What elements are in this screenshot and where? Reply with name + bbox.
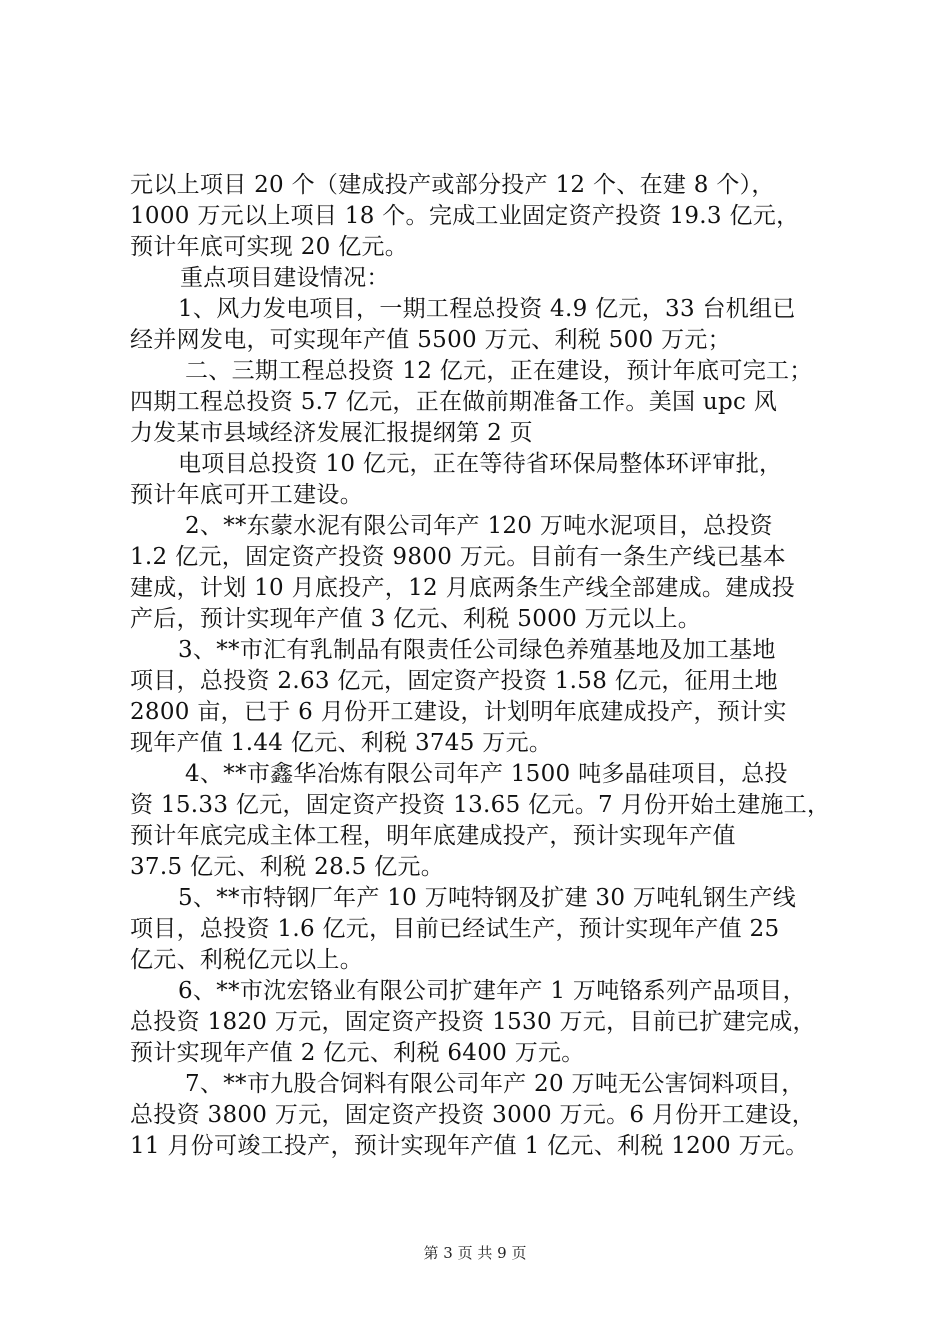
text-line: 元以上项目 20 个（建成投产或部分投产 12 个、在建 8 个）， bbox=[130, 172, 775, 198]
text-line: 预计年底可开工建设。 bbox=[130, 482, 363, 508]
text-line: 2800 亩，已于 6 月份开工建设，计划明年底建成投产，预计实 bbox=[130, 699, 787, 725]
text-line: 项目，总投资 2.63 亿元，固定资产投资 1.58 亿元，征用土地 bbox=[130, 668, 778, 694]
text-line: 11 月份可竣工投产，预计实现年产值 1 亿元、利税 1200 万元。 bbox=[130, 1133, 809, 1159]
text-line: 亿元、利税亿元以上。 bbox=[130, 947, 363, 973]
text-line: 总投资 1820 万元，固定资产投资 1530 万元，目前已扩建完成， bbox=[130, 1009, 816, 1035]
section-heading: 重点项目建设情况： bbox=[180, 265, 390, 291]
text-line: 总投资 3800 万元，固定资产投资 3000 万元。6 月份开工建设， bbox=[130, 1102, 816, 1128]
text-line: 产后，预计实现年产值 3 亿元、利税 5000 万元以上。 bbox=[130, 606, 702, 632]
text-line: 预计年底可实现 20 亿元。 bbox=[130, 234, 409, 260]
text-line: 资 15.33 亿元，固定资产投资 13.65 亿元。7 月份开始土建施工， bbox=[130, 792, 831, 818]
text-line: 4、**市鑫华冶炼有限公司年产 1500 吨多晶硅项目，总投 bbox=[185, 761, 788, 787]
text-line: 1、风力发电项目，一期工程总投资 4.9 亿元，33 台机组已 bbox=[178, 296, 796, 322]
text-line: 预计实现年产值 2 亿元、利税 6400 万元。 bbox=[130, 1040, 585, 1066]
text-line: 力发某市县域经济发展汇报提纲第 2 页 bbox=[130, 420, 533, 446]
text-line: 6、**市沈宏铬业有限公司扩建年产 1 万吨铬系列产品项目， bbox=[178, 978, 806, 1004]
text-line: 预计年底完成主体工程，明年底建成投产，预计实现年产值 bbox=[130, 823, 736, 849]
text-line: 电项目总投资 10 亿元，正在等待省环保局整体环评审批， bbox=[178, 451, 783, 477]
text-line: 项目，总投资 1.6 亿元，目前已经试生产，预计实现年产值 25 bbox=[130, 916, 780, 942]
text-line: 现年产值 1.44 亿元、利税 3745 万元。 bbox=[130, 730, 553, 756]
text-line: 2、**东蒙水泥有限公司年产 120 万吨水泥项目，总投资 bbox=[185, 513, 773, 539]
text-line: 5、**市特钢厂年产 10 万吨特钢及扩建 30 万吨轧钢生产线 bbox=[178, 885, 797, 911]
document-body bbox=[130, 170, 840, 1162]
text-line: 二、三期工程总投资 12 亿元，正在建设，预计年底可完工； bbox=[185, 358, 813, 384]
text-line: 建成，计划 10 月底投产，12 月底两条生产线全部建成。建成投 bbox=[130, 575, 796, 601]
text-line: 37.5 亿元、利税 28.5 亿元。 bbox=[130, 854, 445, 880]
text-line: 1000 万元以上项目 18 个。完成工业固定资产投资 19.3 亿元， bbox=[130, 203, 800, 229]
text-line: 7、**市九股合饲料有限公司年产 20 万吨无公害饲料项目， bbox=[185, 1071, 805, 1097]
page-footer bbox=[0, 1242, 950, 1263]
text-line: 1.2 亿元，固定资产投资 9800 万元。目前有一条生产线已基本 bbox=[130, 544, 786, 570]
text-line: 经并网发电，可实现年产值 5500 万元、利税 500 万元； bbox=[130, 327, 731, 353]
page-number-label: 第 3 页 共 9 页 bbox=[423, 1244, 527, 1262]
text-line: 四期工程总投资 5.7 亿元，正在做前期准备工作。美国 upc 风 bbox=[130, 389, 778, 415]
text-line: 3、**市汇有乳制品有限责任公司绿色养殖基地及加工基地 bbox=[178, 637, 776, 663]
